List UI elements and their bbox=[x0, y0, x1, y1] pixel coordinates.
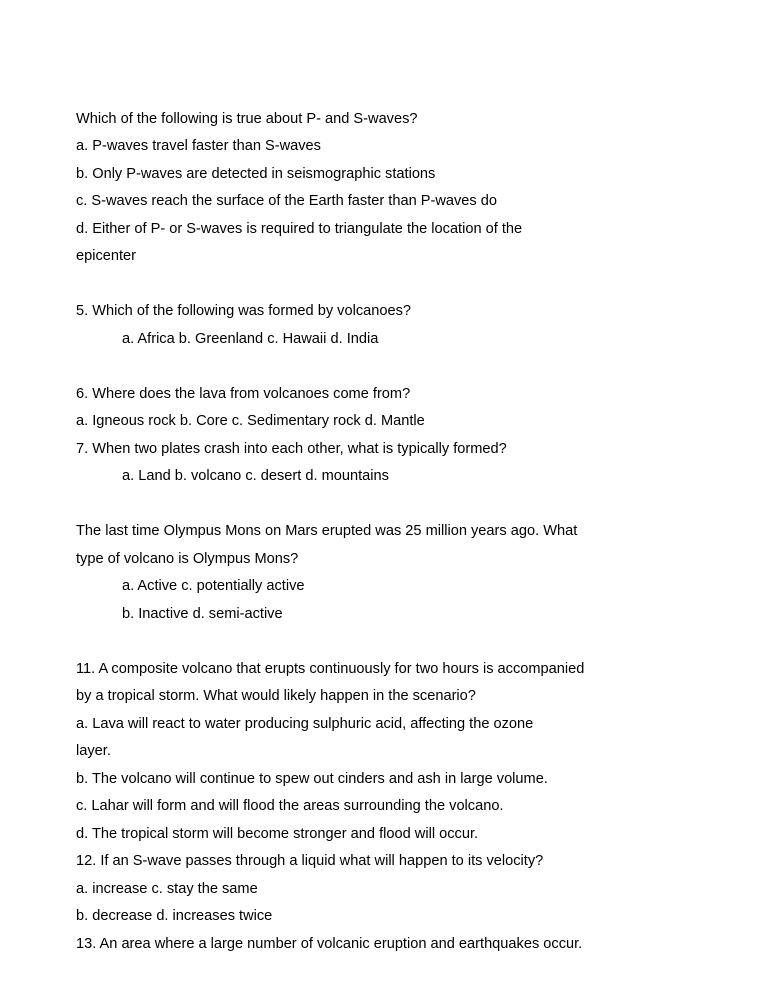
question-5-options: a. Africa b. Greenland c. Hawaii d. India bbox=[122, 331, 379, 347]
question-7-options: a. Land b. volcano c. desert d. mountains bbox=[122, 468, 389, 484]
question-7-stem: 7. When two plates crash into each other, what is typically formed? bbox=[76, 441, 507, 457]
question-olympus-stem: The last time Olympus Mons on Mars erupted was 25 million years ago. What bbox=[76, 523, 578, 539]
question-p-s-waves-option-c: c. S-waves reach the surface of the Earth faster than P-waves do bbox=[76, 193, 497, 209]
question-11-option-c: c. Lahar will form and will flood the areas surrounding the volcano. bbox=[76, 798, 504, 814]
question-p-s-waves-stem: Which of the following is true about P- and S-waves? bbox=[76, 111, 418, 127]
question-p-s-waves-option-d: d. Either of P- or S-waves is required to triangulate the location of the bbox=[76, 221, 523, 237]
question-olympus-stem-cont: type of volcano is Olympus Mons? bbox=[76, 551, 299, 567]
question-11-option-b: b. The volcano will continue to spew out cinders and ash in large volume. bbox=[76, 771, 548, 787]
question-11-option-a: a. Lava will react to water producing sulphuric acid, affecting the ozone bbox=[76, 716, 534, 732]
question-13-stem: 13. An area where a large number of volcanic eruption and earthquakes occur. bbox=[76, 936, 583, 952]
question-11-stem-cont: by a tropical storm. What would likely happen in the scenario? bbox=[76, 688, 476, 704]
question-12-options-row1: a. increase c. stay the same bbox=[76, 881, 258, 897]
question-5-stem: 5. Which of the following was formed by volcanoes? bbox=[76, 303, 412, 319]
question-olympus-options-row2: b. Inactive d. semi-active bbox=[122, 606, 283, 622]
question-p-s-waves-option-a: a. P-waves travel faster than S-waves bbox=[76, 138, 321, 154]
question-6-stem: 6. Where does the lava from volcanoes come from? bbox=[76, 386, 411, 402]
question-p-s-waves-option-d-cont: epicenter bbox=[76, 248, 137, 264]
question-11-stem: 11. A composite volcano that erupts continuously for two hours is accompanied bbox=[76, 661, 585, 677]
question-11-option-d: d. The tropical storm will become stronger and flood will occur. bbox=[76, 826, 479, 842]
question-6-options: a. Igneous rock b. Core c. Sedimentary rock d. Mantle bbox=[76, 413, 425, 429]
question-olympus-options-row1: a. Active c. potentially active bbox=[122, 578, 305, 594]
question-p-s-waves-option-b: b. Only P-waves are detected in seismographic stations bbox=[76, 166, 436, 182]
question-12-stem: 12. If an S-wave passes through a liquid what will happen to its velocity? bbox=[76, 853, 544, 869]
question-12-options-row2: b. decrease d. increases twice bbox=[76, 908, 273, 924]
question-11-option-a-cont: layer. bbox=[76, 743, 111, 759]
